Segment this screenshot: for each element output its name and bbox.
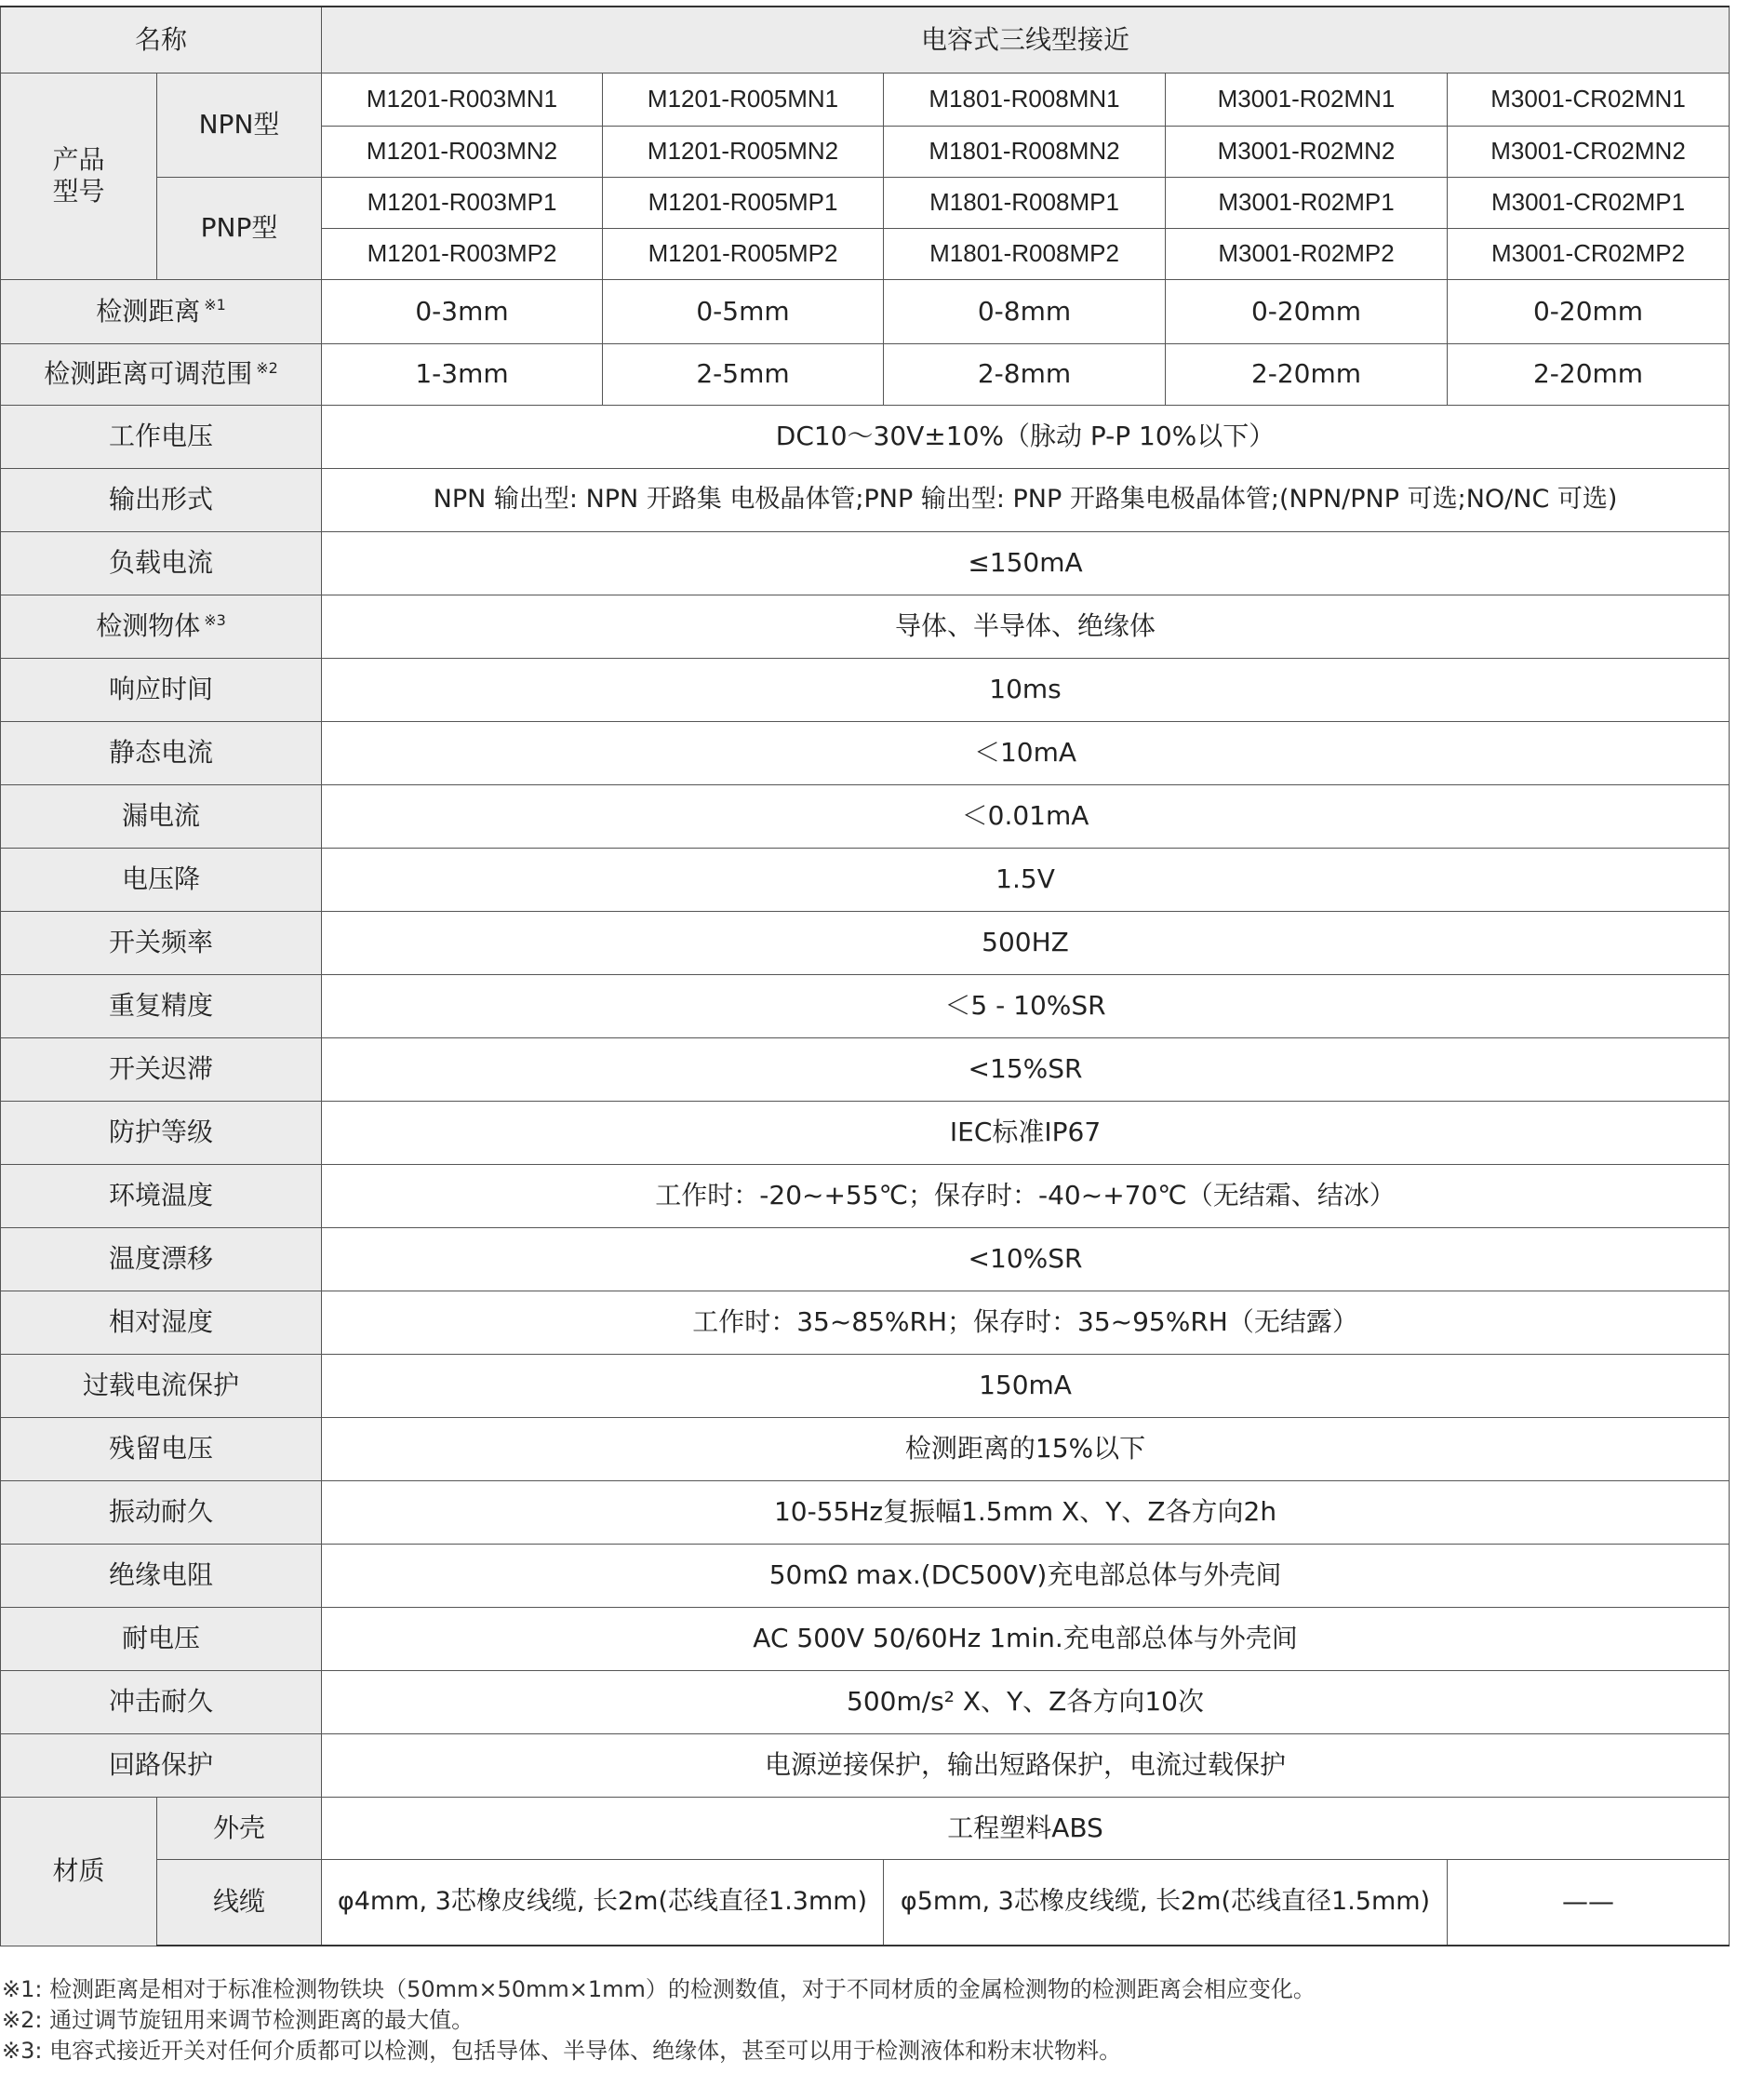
spec-value: 检测距离的15%以下 <box>322 1417 1730 1480</box>
shell-label: 外壳 <box>157 1797 322 1859</box>
model-cell: M1201-R005MP2 <box>603 228 884 279</box>
model-cell: M1201-R003MP2 <box>322 228 603 279</box>
spec-label: 耐电压 <box>1 1607 322 1670</box>
footnote: ※3: 电容式接近开关对任何介质都可以检测，包括导体、半导体、绝缘体，甚至可以用于检测液体和粉末状物料。 <box>2 2038 1122 2064</box>
spec-label: 温度漂移 <box>1 1227 322 1291</box>
detect-distance-label-cell <box>1 279 322 343</box>
model-cell: M3001-CR02MP2 <box>1448 228 1730 279</box>
material-cable-row <box>1 1859 1730 1946</box>
spec-value: <15%SR <box>322 1037 1730 1101</box>
spec-value: ≤150mA <box>322 531 1730 595</box>
model-cell: M1201-R005MN1 <box>603 73 884 126</box>
spec-label-cell <box>1 595 322 658</box>
footnote: ※1: 检测距离是相对于标准检测物铁块（50mm×50mm×1mm）的检测数值，对于不同材质的金属检测物的检测距离会相应变化。 <box>2 1976 1316 2002</box>
spec-value: 工作时：35~85%RH；保存时：35~95%RH（无结露） <box>322 1291 1730 1354</box>
model-cell: M1801-R008MN1 <box>884 73 1166 126</box>
spec-value: φ4mm, 3芯橡皮线缆, 长2m(芯线直径1.3mm) <box>322 1859 884 1946</box>
spec-label: 绝缘电阻 <box>1 1544 322 1607</box>
spec-row <box>1 1544 1730 1607</box>
spec-row <box>1 658 1730 721</box>
spec-row <box>1 405 1730 468</box>
spec-row <box>1 595 1730 658</box>
pnp-type-label: PNP型 <box>157 177 322 279</box>
footnotes <box>2 1974 1316 2067</box>
footnote: ※2: 通过调节旋钮用来调节检测距离的最大值。 <box>2 2007 474 2033</box>
spec-row <box>1 1417 1730 1480</box>
spec-label: 检测物体 <box>96 610 201 642</box>
spec-value: 2-20mm <box>1448 343 1730 405</box>
spec-label: 回路保护 <box>1 1733 322 1797</box>
model-cell: M1201-R005MP1 <box>603 177 884 228</box>
cable-label: 线缆 <box>157 1859 322 1946</box>
spec-row <box>1 1670 1730 1733</box>
spec-value: 1.5V <box>322 848 1730 911</box>
model-label: 产品 型号 <box>1 73 157 279</box>
spec-value: 2-5mm <box>603 343 884 405</box>
model-cell: M1201-R003MN1 <box>322 73 603 126</box>
model-cell: M1801-R008MP1 <box>884 177 1166 228</box>
npn-type-label: NPN型 <box>157 73 322 177</box>
detect-distance-row <box>1 279 1730 343</box>
adjust-range-label: 检测距离可调范围 <box>44 358 253 390</box>
spec-label: 响应时间 <box>1 658 322 721</box>
spec-row <box>1 468 1730 531</box>
spec-row <box>1 784 1730 848</box>
spec-value: 0-20mm <box>1448 279 1730 343</box>
spec-row <box>1 1607 1730 1670</box>
detect-distance-label: 检测距离 <box>96 295 201 327</box>
spec-label: 静态电流 <box>1 721 322 784</box>
model-cell: M1801-R008MN2 <box>884 126 1166 177</box>
model-cell: M1801-R008MP2 <box>884 228 1166 279</box>
spec-row <box>1 1733 1730 1797</box>
model-cell: M3001-CR02MP1 <box>1448 177 1730 228</box>
spec-value: 导体、半导体、绝缘体 <box>322 595 1730 658</box>
spec-label: 防护等级 <box>1 1101 322 1164</box>
spec-row <box>1 974 1730 1037</box>
spec-value: —— <box>1448 1859 1730 1946</box>
spec-label: 工作电压 <box>1 405 322 468</box>
spec-value: IEC标准IP67 <box>322 1101 1730 1164</box>
spec-row <box>1 1227 1730 1291</box>
product-title: 电容式三线型接近 <box>322 7 1730 73</box>
model-cell: M1201-R003MP1 <box>322 177 603 228</box>
spec-value: 1-3mm <box>322 343 603 405</box>
spec-value: 0-3mm <box>322 279 603 343</box>
spec-label: 残留电压 <box>1 1417 322 1480</box>
adjust-range-row <box>1 343 1730 405</box>
spec-label: 振动耐久 <box>1 1480 322 1544</box>
spec-value: 2-8mm <box>884 343 1166 405</box>
pnp-model-row <box>1 177 1730 228</box>
spec-table <box>0 6 1730 1946</box>
spec-row <box>1 911 1730 974</box>
model-cell: M3001-R02MP2 <box>1166 228 1448 279</box>
spec-label: 漏电流 <box>1 784 322 848</box>
spec-value: DC10～30V±10%（脉动 P-P 10%以下） <box>322 405 1730 468</box>
spec-value: 10ms <box>322 658 1730 721</box>
footnote-marker: ※1 <box>204 296 226 314</box>
spec-value: 工程塑料ABS <box>322 1797 1730 1859</box>
model-cell: M1201-R003MN2 <box>322 126 603 177</box>
spec-row <box>1 1037 1730 1101</box>
spec-value: 50mΩ max.(DC500V)充电部总体与外壳间 <box>322 1544 1730 1607</box>
spec-value: 0-5mm <box>603 279 884 343</box>
spec-value: φ5mm, 3芯橡皮线缆, 长2m(芯线直径1.5mm) <box>884 1859 1448 1946</box>
spec-value: ＜0.01mA <box>322 784 1730 848</box>
spec-value: 500HZ <box>322 911 1730 974</box>
spec-value: AC 500V 50/60Hz 1min.充电部总体与外壳间 <box>322 1607 1730 1670</box>
header-row <box>1 7 1730 73</box>
spec-label: 负载电流 <box>1 531 322 595</box>
spec-value: ＜10mA <box>322 721 1730 784</box>
spec-value: 10-55Hz复振幅1.5mm X、Y、Z各方向2h <box>322 1480 1730 1544</box>
model-cell: M3001-R02MP1 <box>1166 177 1448 228</box>
material-label: 材质 <box>1 1797 157 1946</box>
spec-label: 冲击耐久 <box>1 1670 322 1733</box>
spec-value: ＜5 - 10%SR <box>322 974 1730 1037</box>
spec-value: 150mA <box>322 1354 1730 1417</box>
spec-label: 过载电流保护 <box>1 1354 322 1417</box>
spec-value: 电源逆接保护，输出短路保护，电流过载保护 <box>322 1733 1730 1797</box>
spec-label: 电压降 <box>1 848 322 911</box>
spec-row <box>1 1480 1730 1544</box>
spec-row <box>1 1164 1730 1227</box>
spec-row <box>1 721 1730 784</box>
model-cell: M1201-R005MN2 <box>603 126 884 177</box>
spec-value: 工作时：-20~+55℃；保存时：-40~+70℃（无结霜、结冰） <box>322 1164 1730 1227</box>
spec-label: 输出形式 <box>1 468 322 531</box>
spec-value: 0-8mm <box>884 279 1166 343</box>
spec-label: 重复精度 <box>1 974 322 1037</box>
spec-row <box>1 531 1730 595</box>
spec-value: 2-20mm <box>1166 343 1448 405</box>
material-shell-row <box>1 1797 1730 1859</box>
model-cell: M3001-CR02MN2 <box>1448 126 1730 177</box>
model-cell: M3001-R02MN2 <box>1166 126 1448 177</box>
adjust-range-label-cell <box>1 343 322 405</box>
footnote-marker: ※3 <box>204 610 226 629</box>
spec-row <box>1 848 1730 911</box>
spec-value: 500m/s² X、Y、Z各方向10次 <box>322 1670 1730 1733</box>
spec-row <box>1 1101 1730 1164</box>
footnote-marker: ※2 <box>256 358 278 377</box>
spec-row <box>1 1291 1730 1354</box>
spec-value: NPN 输出型: NPN 开路集 电极晶体管;PNP 输出型: PNP 开路集电极晶体管;(NPN/PNP 可选;NO/NC 可选) <box>322 468 1730 531</box>
npn-model-row <box>1 73 1730 126</box>
spec-row <box>1 1354 1730 1417</box>
spec-sheet <box>0 6 1729 1946</box>
spec-value: 0-20mm <box>1166 279 1448 343</box>
spec-label: 环境温度 <box>1 1164 322 1227</box>
model-cell: M3001-CR02MN1 <box>1448 73 1730 126</box>
model-cell: M3001-R02MN1 <box>1166 73 1448 126</box>
spec-label: 开关迟滞 <box>1 1037 322 1101</box>
spec-label: 开关频率 <box>1 911 322 974</box>
name-label: 名称 <box>1 7 322 73</box>
spec-label: 相对湿度 <box>1 1291 322 1354</box>
spec-value: <10%SR <box>322 1227 1730 1291</box>
